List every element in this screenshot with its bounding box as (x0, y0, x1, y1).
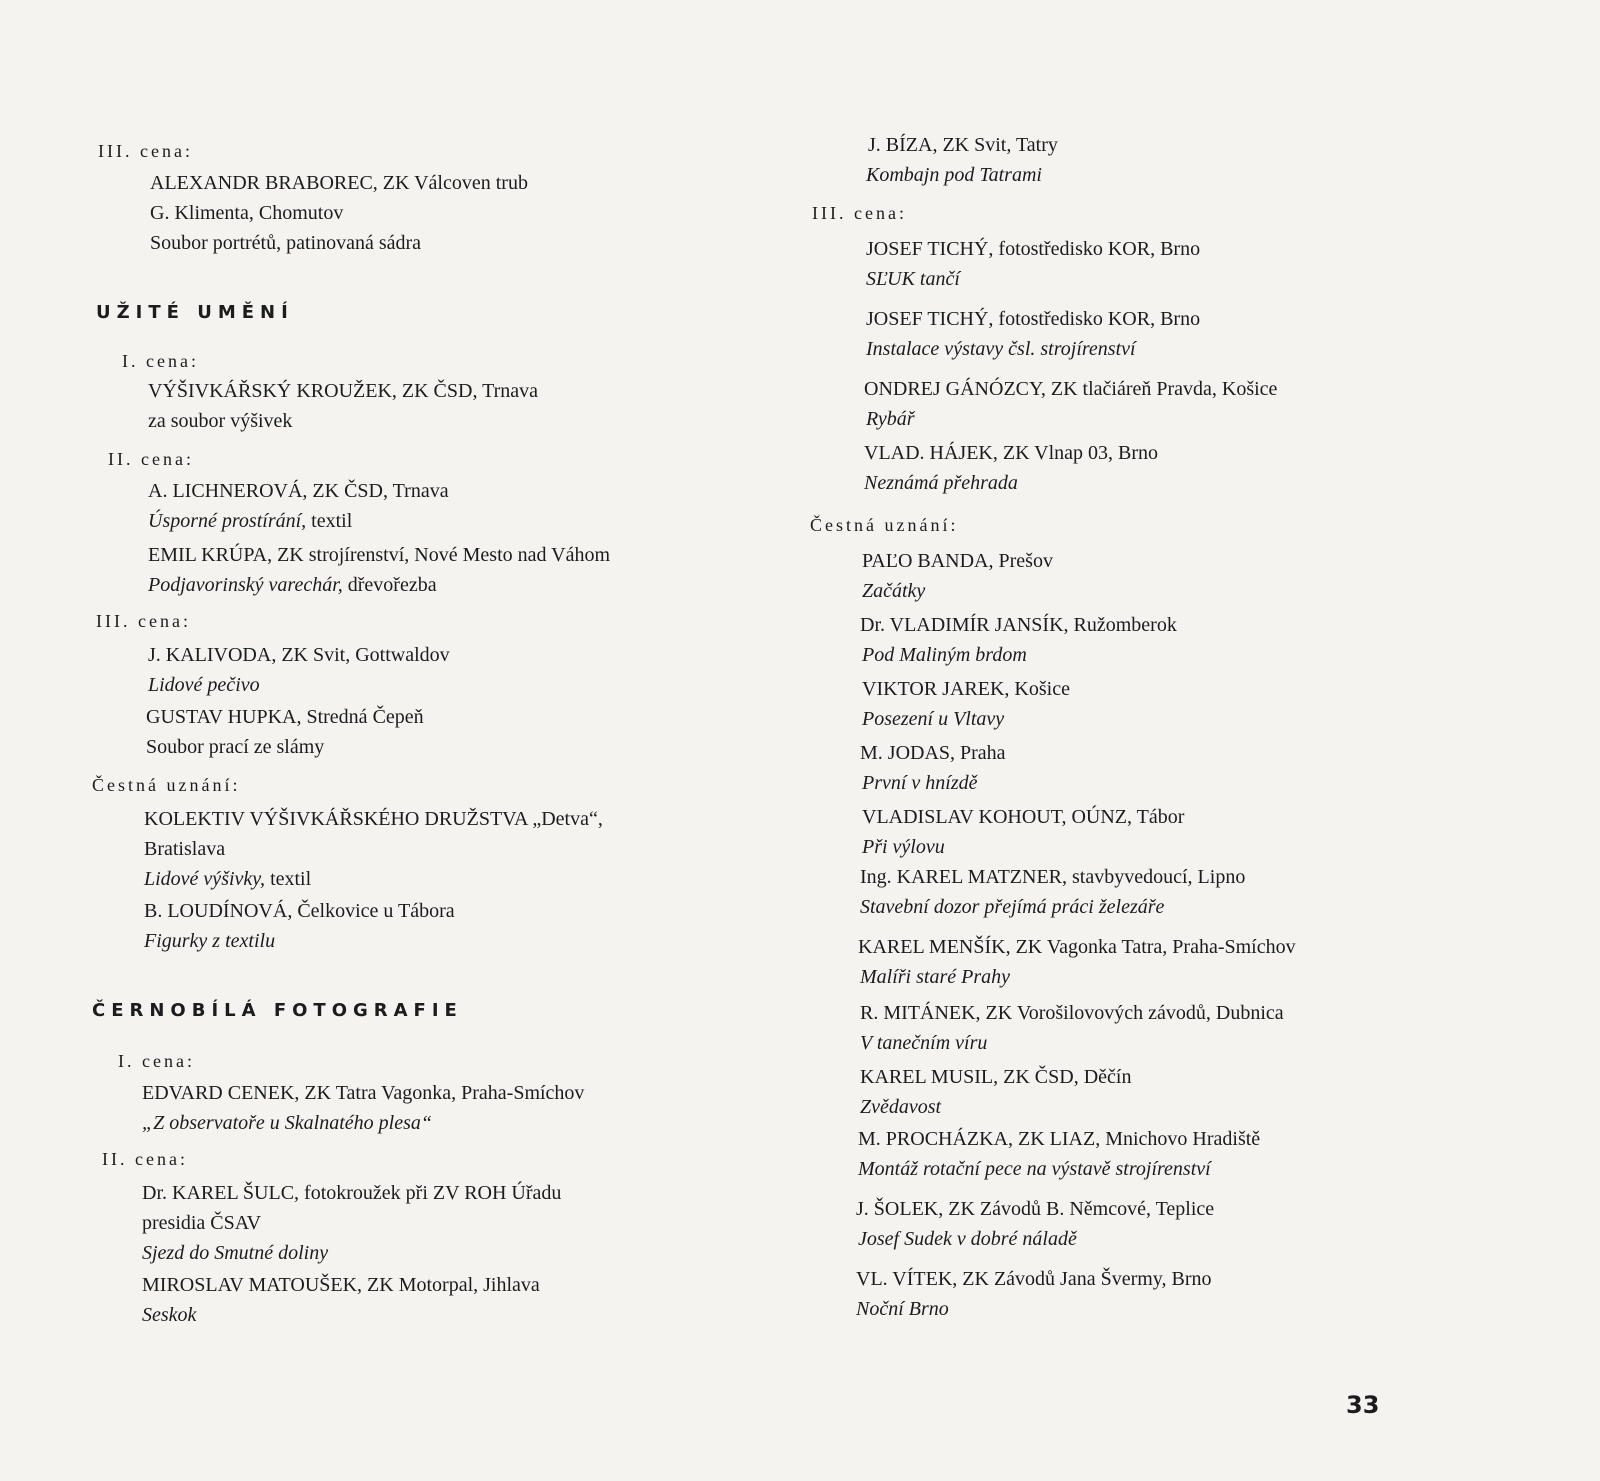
work-title (866, 162, 1042, 188)
work-title (858, 1156, 1211, 1182)
entry-line: KOLEKTIV VÝŠIVKÁŘSKÉHO DRUŽSTVA „Detva“, (144, 808, 603, 830)
work-title-italic: Lidové pečivo (148, 674, 260, 696)
work-title (860, 1030, 987, 1056)
prize-label: I. cena: (122, 351, 199, 371)
entry-line: J. KALIVODA, ZK Svit, Gottwaldov (148, 644, 450, 666)
prize-label: Čestná uznání: (92, 775, 241, 795)
entry-line: VLAD. HÁJEK, ZK Vlnap 03, Brno (864, 442, 1159, 464)
entry-line: J. BÍZA, ZK Svit, Tatry (868, 134, 1058, 156)
work-title-italic: Lidové výšivky, (144, 868, 266, 890)
work-title-italic: Noční Brno (856, 1298, 949, 1320)
entry-line: B. LOUDÍNOVÁ, Čelkovice u Tábora (144, 900, 455, 922)
entry-line: GUSTAV HUPKA, Stredná Čepeň (146, 706, 424, 728)
work-title (862, 834, 945, 860)
entry-line: VIKTOR JAREK, Košice (862, 678, 1070, 700)
work-title (862, 770, 978, 796)
work-title-italic: Rybář (866, 408, 915, 430)
entry-line: EMIL KRÚPA, ZK strojírenství, Nové Mesto nad Váhom (148, 544, 611, 566)
entry-line: Ing. KAREL MATZNER, stavbyvedoucí, Lipno (860, 866, 1246, 888)
work-title (860, 964, 1010, 990)
work-medium: textil (306, 510, 353, 532)
work-title-italic: Instalace výstavy čsl. strojírenství (866, 338, 1136, 360)
section-heading: UŽITÉ UMĚNÍ (96, 302, 294, 323)
work-title (860, 894, 1164, 920)
work-title (862, 578, 925, 604)
prize-label: III. cena: (96, 611, 191, 631)
entry-line: MIROSLAV MATOUŠEK, ZK Motorpal, Jihlava (142, 1274, 540, 1296)
work-title-italic: Neznámá přehrada (864, 472, 1018, 494)
entry-line: Dr. VLADIMÍR JANSÍK, Ružomberok (860, 614, 1177, 636)
entry-line: J. ŠOLEK, ZK Závodů B. Němcové, Teplice (856, 1198, 1215, 1220)
entry-line: M. JODAS, Praha (860, 742, 1006, 764)
prize-label: III. cena: (812, 203, 907, 223)
entry-line: ONDREJ GÁNÓZCY, ZK tlačiáreň Pravda, Košice (864, 378, 1278, 400)
work-title-italic: „Z observatoře u Skalnatého plesa“ (142, 1112, 432, 1134)
entry-line: JOSEF TICHÝ, fotostředisko KOR, Brno (866, 238, 1201, 260)
work-title-italic: Začátky (862, 580, 926, 602)
section-heading: ČERNOBÍLÁ FOTOGRAFIE (92, 1000, 463, 1021)
work-title-italic: Podjavorinský varechár, (148, 574, 343, 596)
entry-line: KAREL MENŠÍK, ZK Vagonka Tatra, Praha-Smíchov (858, 936, 1296, 958)
work-medium: dřevořezba (342, 574, 437, 596)
work-title (866, 266, 960, 292)
entry-line: VLADISLAV KOHOUT, OÚNZ, Tábor (862, 806, 1185, 828)
entry-line: ALEXANDR BRABOREC, ZK Válcoven trub (150, 172, 528, 194)
work-title-italic: Seskok (142, 1304, 197, 1326)
prize-label: II. cena: (108, 449, 194, 469)
work-title (862, 706, 1004, 732)
entry-line: presidia ČSAV (142, 1212, 262, 1234)
prize-label: I. cena: (118, 1051, 195, 1071)
work-title (864, 470, 1018, 496)
work-title (862, 642, 1027, 668)
work-title (858, 1226, 1077, 1252)
entry-line: KAREL MUSIL, ZK ČSD, Děčín (860, 1066, 1132, 1088)
work-title-italic: Josef Sudek v dobré náladě (858, 1228, 1077, 1250)
work-title-italic: Stavební dozor přejímá práci železáře (860, 896, 1165, 918)
work-title-italic: Při výlovu (862, 836, 945, 858)
work-title (866, 406, 915, 432)
entry-line: VL. VÍTEK, ZK Závodů Jana Švermy, Brno (856, 1268, 1212, 1290)
entry-line: Soubor prací ze slámy (146, 736, 325, 758)
prize-label: Čestná uznání: (810, 515, 959, 535)
work-title-italic: Malíři staré Prahy (860, 966, 1010, 988)
work-title-italic: Pod Maliným brdom (862, 644, 1027, 666)
work-title-italic: Zvědavost (860, 1096, 942, 1118)
work-title-italic: Sjezd do Smutné doliny (142, 1242, 329, 1264)
entry-line: Dr. KAREL ŠULC, fotokroužek při ZV ROH Úřadu (142, 1182, 562, 1204)
entry-line: za soubor výšivek (148, 410, 293, 432)
work-title-italic: Úsporné prostírání, (148, 510, 307, 532)
prize-label: II. cena: (102, 1149, 188, 1169)
work-title (860, 1094, 941, 1120)
work-title-italic: Figurky z textilu (144, 930, 276, 952)
page-number: 33 (1346, 1391, 1380, 1419)
entry-line: A. LICHNEROVÁ, ZK ČSD, Trnava (148, 480, 449, 502)
entry-line: G. Klimenta, Chomutov (150, 202, 344, 224)
entry-line: Bratislava (144, 838, 226, 860)
work-title (866, 336, 1136, 362)
entry-line: EDVARD CENEK, ZK Tatra Vagonka, Praha-Smíchov (142, 1082, 585, 1104)
entry-line: PAĽO BANDA, Prešov (862, 550, 1053, 572)
entry-line: JOSEF TICHÝ, fotostředisko KOR, Brno (866, 308, 1201, 330)
entry-line: VÝŠIVKÁŘSKÝ KROUŽEK, ZK ČSD, Trnava (148, 380, 539, 402)
entry-line: Soubor portrétů, patinovaná sádra (150, 232, 422, 254)
work-title-italic: SĽUK tančí (866, 268, 960, 290)
entry-line: R. MITÁNEK, ZK Vorošilovových závodů, Dubnica (860, 1002, 1284, 1024)
work-title-italic: Montáž rotační pece na výstavě strojírenství (858, 1158, 1211, 1180)
work-medium: textil (265, 868, 312, 890)
prize-label: III. cena: (98, 141, 193, 161)
work-title (856, 1296, 949, 1322)
work-title-italic: Kombajn pod Tatrami (866, 164, 1042, 186)
work-title-italic: Posezení u Vltavy (862, 708, 1005, 730)
work-title-italic: V tanečním víru (860, 1032, 988, 1054)
work-title-italic: První v hnízdě (862, 772, 978, 794)
entry-line: M. PROCHÁZKA, ZK LIAZ, Mnichovo Hradiště (858, 1128, 1261, 1150)
